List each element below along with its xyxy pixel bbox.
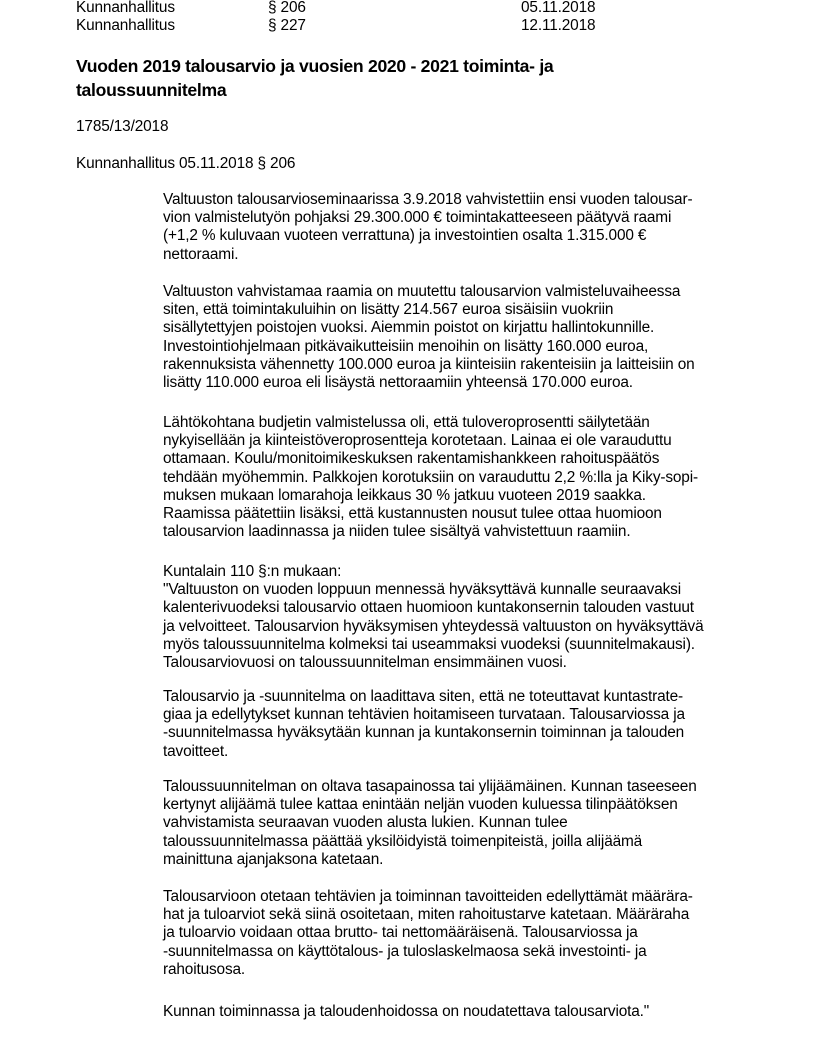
- paragraph-line: Raamissa päätettiin lisäksi, että kustannusten nousut tulee ottaa huomioon: [163, 505, 662, 523]
- paragraph-line: muksen mukaan lomarahoja leikkaus 30 % jatkuu vuoteen 2019 saakka.: [163, 486, 646, 504]
- body-paragraph: [163, 283, 763, 392]
- paragraph-line: nykyisellään ja kiinteistöveroprosentteja korotetaan. Lainaa ei ole varauduttu: [163, 432, 672, 450]
- meeting-reference: Kunnanhallitus 05.11.2018 § 206: [76, 155, 296, 172]
- handling-section: § 206: [268, 0, 306, 16]
- paragraph-line: Talousarvioon otetaan tehtävien ja toiminnan tavoitteiden edellyttämät määrära-: [163, 888, 693, 905]
- paragraph-line: Taloussuunnitelman on oltava tasapainossa tai ylijäämäinen. Kunnan taseeseen: [163, 778, 697, 795]
- paragraph-line: Talousarviovuosi on taloussuunnitelman ensimmäinen vuosi.: [163, 654, 567, 672]
- paragraph-line: Investointiohjelmaan pitkävaikutteisiin menoihin on lisätty 160.000 euroa,: [163, 337, 649, 355]
- paragraph-line: mainittuna ajanjaksona katetaan.: [163, 850, 384, 868]
- paragraph-line: taloussuunnitelmassa päättää yksilöidyistä toimenpiteistä, joilla alijäämä: [163, 832, 643, 850]
- paragraph-line: Talousarvio ja -suunnitelma on laadittava siten, että ne toteuttavat kuntastrate-: [163, 688, 683, 705]
- paragraph-line: hat ja tuloarviot sekä siinä osoitetaan, miten rahoitustarve katetaan. Määräraha: [163, 906, 690, 924]
- paragraph-line: giaa ja edellytykset kunnan tehtävien hoitamiseen turvataan. Talousarviossa ja: [163, 706, 685, 724]
- paragraph-line: kalenterivuodeksi talousarvio ottaen huomioon kuntakonsernin talouden vastuut: [163, 599, 694, 617]
- paragraph-line: nettoraami.: [163, 245, 239, 263]
- body-paragraph: [163, 688, 763, 761]
- paragraph-line: vion valmistelutyön pohjaksi 29.300.000 € toimintakatteeseen päätyvä raami: [163, 209, 672, 227]
- paragraph-line: lisätty 110.000 euroa eli lisäystä nettoraamiin yhteensä 170.000 euroa.: [163, 374, 633, 392]
- document-title-line: Vuoden 2019 talousarvio ja vuosien 2020 - 2021 toiminta- ja: [76, 56, 554, 76]
- document-title: [76, 54, 696, 102]
- paragraph-line: "Valtuuston on vuoden loppuun mennessä hyväksyttävä kunnalle seuraavaksi: [163, 581, 681, 599]
- paragraph-line: ottamaan. Koulu/monitoimikeskuksen rakentamishankkeen rahoituspäätös: [163, 450, 660, 468]
- paragraph-line: Kuntalain 110 §:n mukaan:: [163, 563, 342, 580]
- body-paragraph: [163, 888, 763, 979]
- paragraph-line: Kunnan toiminnassa ja taloudenhoidossa on noudatettava talousarviota.": [163, 1003, 650, 1020]
- paragraph-line: Lähtökohtana budjetin valmistelussa oli, että tuloveroprosentti säilytetään: [163, 414, 650, 431]
- paragraph-line: myös taloussuunnitelma kolmeksi tai useammaksi vuodeksi (suunnitelmakausi).: [163, 635, 695, 653]
- paragraph-line: rahoitusosa.: [163, 960, 246, 978]
- paragraph-line: siten, että toimintakuluihin on lisätty 214.567 euroa sisäisiin vuokriin: [163, 301, 614, 319]
- paragraph-line: kertynyt alijäämä tulee kattaa enintään neljän vuoden kuluessa tilinpäätöksen: [163, 796, 678, 814]
- body-paragraph: [163, 1003, 763, 1021]
- paragraph-line: vahvistamista seuraavan vuoden alusta lukien. Kunnan tulee: [163, 814, 568, 832]
- paragraph-line: ja tuloarvio voidaan ottaa brutto- tai nettomääräisenä. Talousarviossa ja: [163, 924, 638, 942]
- handling-date: 05.11.2018: [521, 0, 596, 16]
- paragraph-line: (+1,2 % kuluvaan vuoteen verrattuna) ja investointien osalta 1.315.000 €: [163, 227, 647, 245]
- handling-body: Kunnanhallitus: [76, 17, 175, 34]
- paragraph-line: Valtuuston vahvistamaa raamia on muutettu talousarvion valmisteluvaiheessa: [163, 283, 681, 300]
- body-paragraph: [163, 191, 763, 264]
- handling-date: 12.11.2018: [521, 17, 596, 34]
- document-title-line: taloussuunnitelma: [76, 80, 227, 100]
- paragraph-line: tehdään myöhemmin. Palkkojen korotuksiin on varauduttu 2,2 %:lla ja Kiky-sopi-: [163, 468, 698, 486]
- paragraph-line: sisällytettyjen poistojen vuoksi. Aiemmin poistot on kirjattu hallintokunnille.: [163, 319, 655, 337]
- body-paragraph: [163, 414, 763, 541]
- paragraph-line: tavoitteet.: [163, 742, 229, 760]
- paragraph-line: Valtuuston talousarvioseminaarissa 3.9.2018 vahvistettiin ensi vuoden talousar-: [163, 191, 693, 208]
- body-paragraph: [163, 563, 763, 672]
- paragraph-line: -suunnitelmassa on käyttötalous- ja tuloslaskelmaosa sekä investointi- ja: [163, 942, 647, 960]
- paragraph-line: -suunnitelmassa hyväksytään kunnan ja kuntakonsernin toiminnan ja talouden: [163, 724, 685, 742]
- handling-section: § 227: [268, 17, 306, 34]
- body-paragraph: [163, 778, 763, 869]
- paragraph-line: rakennuksista vähennetty 100.000 euroa ja kiinteisiin rakenteisiin ja laitteisiin on: [163, 355, 695, 373]
- diary-number: 1785/13/2018: [76, 118, 169, 135]
- paragraph-line: talousarvion laadinnassa ja niiden tulee sisältyä vahvistettuun raamiin.: [163, 523, 631, 541]
- paragraph-line: ja velvoitteet. Talousarvion hyväksymisen yhteydessä valtuuston on hyväksyttävä: [163, 617, 704, 635]
- handling-body: Kunnanhallitus: [76, 0, 175, 16]
